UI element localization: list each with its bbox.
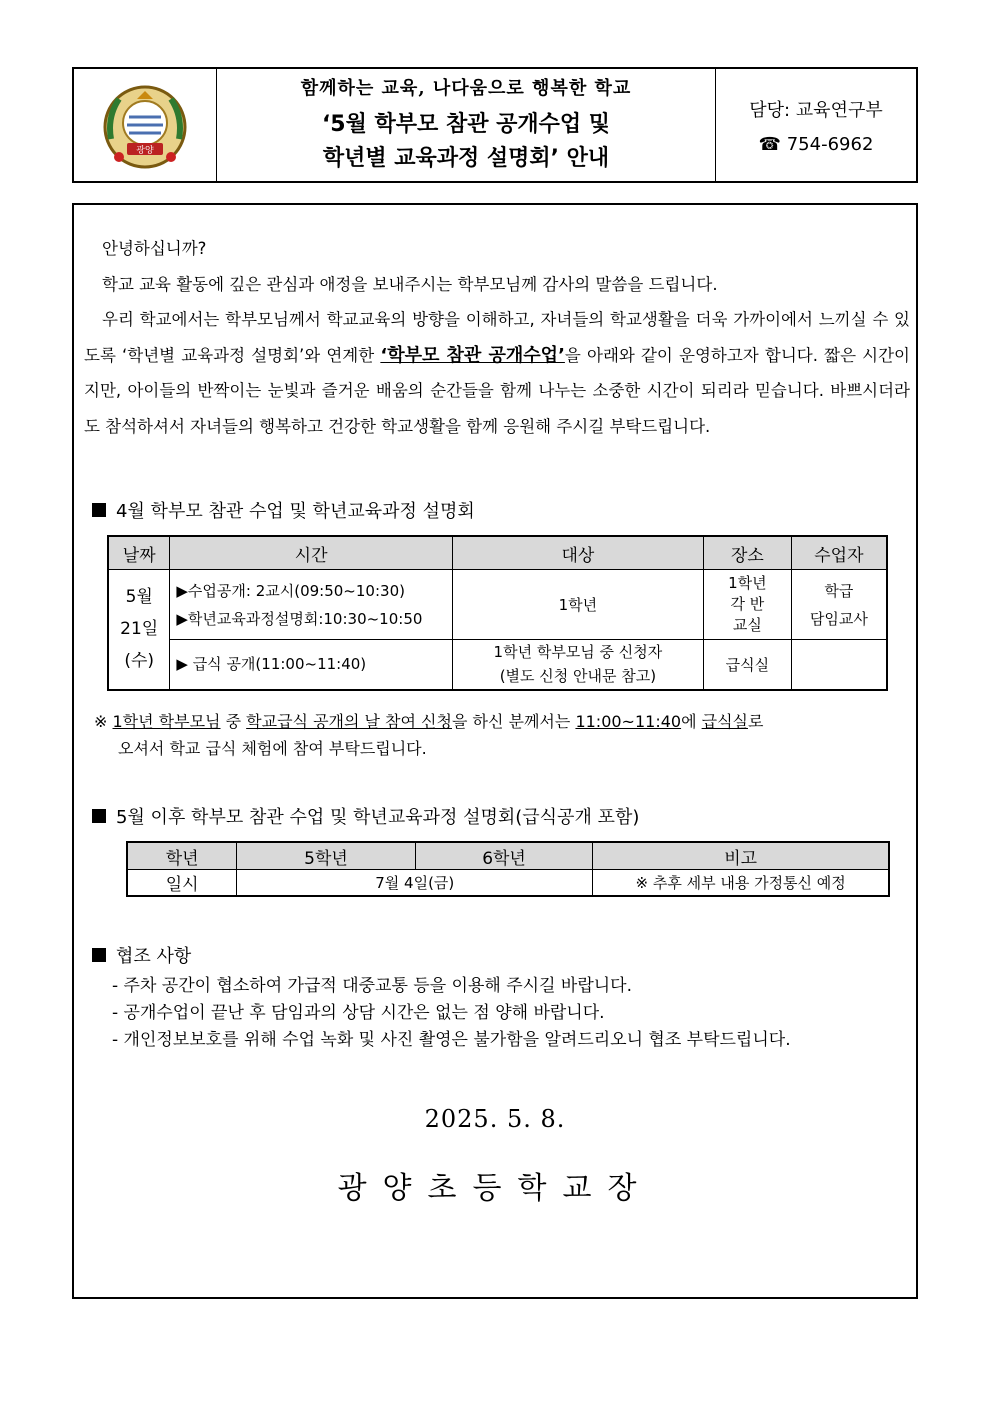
issue-date: 2025. 5. 8. (424, 1105, 566, 1133)
intro-emphasis: ‘학부모 참관 공개수업’ (380, 344, 565, 366)
table-header-row (108, 536, 887, 570)
intro-text (84, 231, 910, 444)
header-teacher: 수업자 (791, 536, 887, 570)
remark-cell: ※ 추후 세부 내용 가정통신 예정 (593, 870, 889, 897)
place-line: 각 반 (730, 595, 765, 613)
header-time: 시간 (170, 536, 452, 570)
date-cell (108, 570, 170, 690)
note-part: 중 (220, 712, 247, 731)
lunch-note-line2: 오셔서 학교 급식 체험에 참여 부탁드립니다. (118, 739, 427, 758)
signer-name: 광양초등학교장 (337, 1171, 653, 1206)
contact-phone: 754-6962 (786, 133, 874, 155)
document-title-line2: 학년별 교육과정 설명회’ 안내 (322, 146, 610, 171)
square-bullet-icon (92, 809, 106, 823)
teacher-line: 담임교사 (809, 609, 868, 628)
lunch-note-line1 (94, 708, 910, 735)
date-cell: 7월 4일(금) (237, 870, 593, 897)
note-part: 11:00~11:40 (575, 712, 682, 731)
section2-title-text: 5월 이후 학부모 참관 수업 및 학년교육과정 설명회(급식공개 포함) (116, 807, 640, 828)
table-row (108, 640, 887, 690)
greeting: 안녕하십니까? (102, 239, 207, 258)
contact-department: 담당: 교육연구부 (749, 99, 883, 121)
contact-phone-row (759, 134, 874, 155)
header-target: 대상 (452, 536, 703, 570)
table-row (108, 570, 887, 640)
intro-paragraph-1: 학교 교육 활동에 깊은 관심과 애정을 보내주시는 학부모님께 감사의 말씀을 드립니다. (102, 274, 718, 294)
teacher-line: 학급 (824, 581, 854, 600)
time-cell (170, 570, 452, 640)
section3-title (92, 942, 191, 968)
row-label: 일시 (127, 870, 237, 897)
contact-cell (716, 69, 916, 181)
section1-title (92, 497, 475, 523)
note-mark: ※ (94, 712, 108, 731)
date-weekday: (수) (124, 651, 155, 672)
logo-text: 광양 (136, 146, 154, 156)
section2-title (92, 803, 639, 829)
note-part: 로 (747, 712, 764, 731)
place-cell: 급식실 (704, 640, 792, 690)
table-row (127, 870, 889, 897)
time-open-class: ▶수업공개: 2교시(09:50~10:30) (176, 581, 405, 600)
square-bullet-icon (92, 948, 106, 962)
section3-title-text: 협조 사항 (116, 946, 192, 967)
document-body (72, 203, 918, 1299)
header-grade: 학년 (127, 842, 237, 870)
header-date: 날짜 (108, 536, 170, 570)
table-header-row (127, 842, 889, 870)
telephone-icon: ☎ (758, 133, 781, 155)
header-place: 장소 (704, 536, 792, 570)
list-item: - 주차 공간이 협소하여 가급적 대중교통 등을 이용해 주시길 바랍니다. (112, 976, 632, 996)
title-cell (217, 69, 716, 181)
later-schedule-table (126, 841, 890, 897)
time-curriculum-briefing: ▶학년교육과정설명회:10:30~10:50 (176, 609, 423, 628)
place-line: 교실 (732, 616, 762, 634)
note-part: 에 (681, 712, 702, 731)
square-bullet-icon (92, 503, 106, 517)
school-motto: 함께하는 교육, 나다움으로 행복한 학교 (300, 78, 632, 99)
date-day: 21일 (120, 619, 159, 640)
lunch-note (94, 708, 910, 762)
place-cell (704, 570, 792, 640)
intro-paragraph-2 (84, 302, 910, 444)
target-cell: 1학년 (452, 570, 703, 640)
school-emblem-logo (97, 77, 193, 173)
schedule-table (107, 535, 888, 691)
logo-cell (74, 69, 217, 181)
list-item: - 공개수업이 끝난 후 담임과의 상담 시간은 없는 점 양해 바랍니다. (112, 1003, 605, 1023)
time-cell: ▶ 급식 공개(11:00~11:40) (170, 640, 452, 690)
place-line: 1학년 (728, 574, 767, 592)
cooperation-list (112, 973, 910, 1054)
document-header (72, 67, 918, 183)
teacher-cell (791, 640, 887, 690)
target-cell (452, 640, 703, 690)
target-line: (별도 신청 안내문 참고) (499, 667, 657, 686)
document-title-line1: ‘5월 학부모 참관 공개수업 및 (321, 112, 611, 137)
teacher-cell (791, 570, 887, 640)
list-item: - 개인정보보호를 위해 수업 녹화 및 사진 촬영은 불가함을 알려드리오니 협조 부탁드립니다. (112, 1030, 791, 1050)
header-remark: 비고 (593, 842, 889, 870)
section1-title-text: 4월 학부모 참관 수업 및 학년교육과정 설명회 (116, 501, 475, 522)
target-line: 1학년 학부모님 중 신청자 (493, 643, 663, 662)
intro-paragraph-2-a: 우리 학교에서는 학부모님께서 학교교육의 방향을 이해하고, 자녀들의 학교생활을 더욱 가까이에서 느끼실 수 있도록 ‘학년별 교육과정 설명회’와 연계한 (84, 310, 910, 365)
note-part: 을 하신 분께서는 (451, 712, 576, 731)
header-grade5: 5학년 (237, 842, 416, 870)
note-part: 급식실 (701, 712, 748, 731)
header-grade6: 6학년 (415, 842, 593, 870)
note-part: 학교급식 공개의 날 참여 신청 (246, 712, 452, 731)
note-part: 1학년 학부모님 (112, 712, 221, 731)
intro-paragraph-2-b: 을 아래와 같이 운영하고자 합니다. 짧은 시간이지만, 아이들의 반짝이는 눈빛과 즐거운 배움의 순간들을 함께 나누는 소중한 시간이 되리라 믿습니다. 바쁘시더라도 참석하셔서 자녀들의 행복하고 건강한 학교생활을 함께 응원해 주시길 부탁드립니다. (84, 345, 910, 436)
date-month: 5월 (125, 587, 153, 608)
